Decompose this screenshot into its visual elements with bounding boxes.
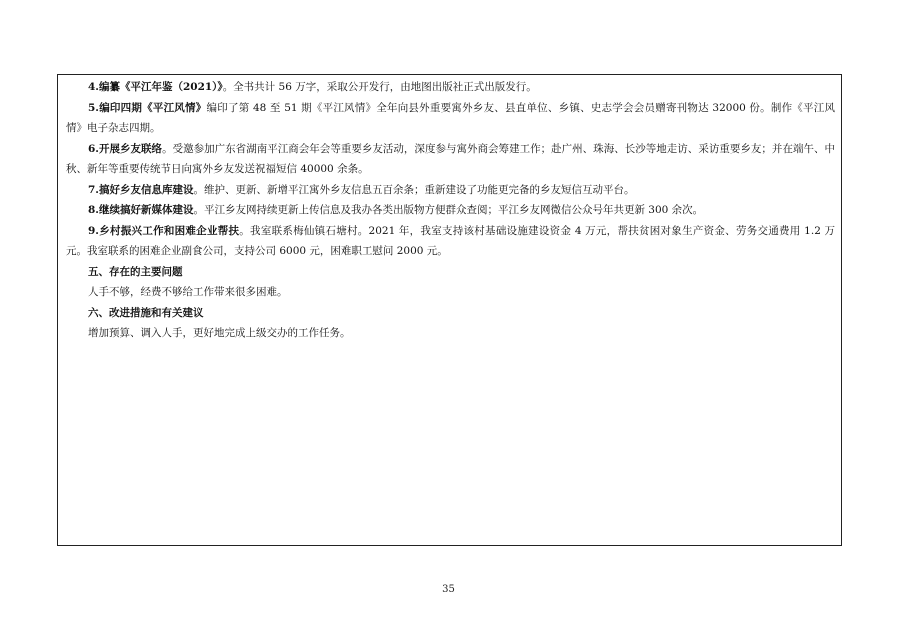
section-6-text: 增加预算、调入人手，更好地完成上级交办的工作任务。 bbox=[88, 327, 351, 339]
page-number: 35 bbox=[442, 584, 455, 595]
section-5-text: 人手不够，经费不够给工作带来很多困难。 bbox=[88, 286, 288, 298]
item-6 bbox=[66, 139, 835, 180]
report-content bbox=[58, 75, 841, 344]
item-4 bbox=[66, 77, 835, 98]
item-6-lead: 6.开展乡友联络 bbox=[88, 142, 163, 155]
item-5-body: 编印了第 48 至 51 期《平江风情》全年向县外重要寓外乡友、县直单位、乡镇、史志学会会员赠寄刊物达 32000 份。制作《平江风情》电子杂志四期。 bbox=[66, 101, 835, 134]
item-7-body: 。维护、更新、新增平江寓外乡友信息五百余条；重新建设了功能更完备的乡友短信互动平台。 bbox=[193, 183, 635, 196]
item-6-body: 。受邀参加广东省湖南平江商会年会等重要乡友活动，深度参与寓外商会筹建工作；赴广州、珠海、长沙等地走访、采访重要乡友；并在端午、中秋、新年等重要传统节日向寓外乡友发送祝福短信 40000 余条。 bbox=[66, 142, 836, 175]
item-9 bbox=[66, 221, 835, 262]
item-9-body: 。我室联系梅仙镇石塘村。2021 年，我室支持该村基础设施建设资金 4 万元，帮扶贫困对象生产资金、劳务交通费用 1.2 万元。我室联系的困难企业副食公司，支持公司 6000 元，困难职工慰问 2000 元。 bbox=[66, 224, 835, 257]
item-4-body: 。全书共计 56 万字，采取公开发行，由地图出版社正式出版发行。 bbox=[222, 81, 537, 93]
item-4-lead: 4.编纂《平江年鉴（2021）》 bbox=[88, 81, 223, 93]
item-8 bbox=[66, 200, 835, 221]
item-5-lead: 5.编印四期《平江风情》 bbox=[88, 101, 207, 114]
item-9-lead: 9.乡村振兴工作和困难企业帮扶 bbox=[88, 224, 240, 237]
section-6-heading: 六、改进措施和有关建议 bbox=[88, 306, 204, 319]
item-5 bbox=[66, 98, 835, 139]
item-8-lead: 8.继续搞好新媒体建设 bbox=[88, 204, 194, 216]
item-7 bbox=[66, 180, 835, 201]
report-table-frame bbox=[57, 74, 842, 546]
item-8-body: 。平江乡友网持续更新上传信息及我办各类出版物方便群众查阅；平江乡友网微信公众号年共更新 300 余次。 bbox=[193, 204, 704, 216]
item-7-lead: 7.搞好乡友信息库建设 bbox=[88, 183, 194, 196]
section-5-heading: 五、存在的主要问题 bbox=[88, 265, 183, 278]
